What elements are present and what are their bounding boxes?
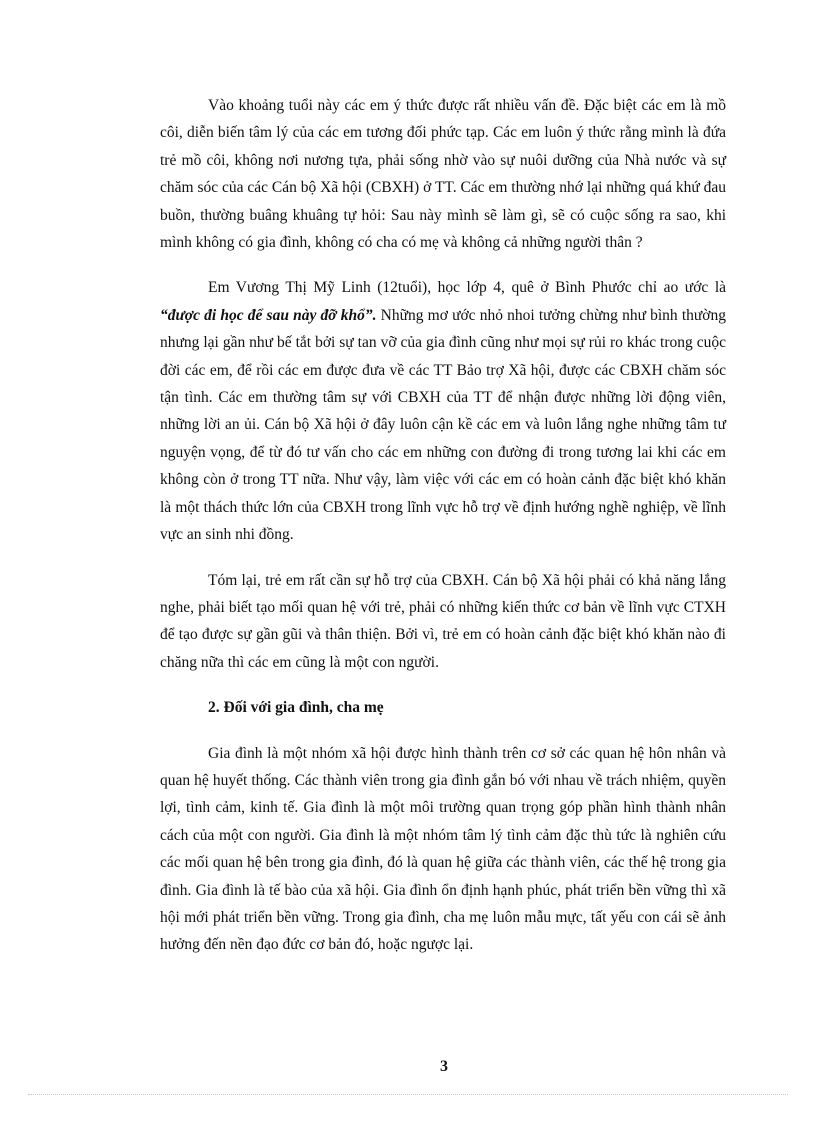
document-body <box>160 92 726 959</box>
paragraph-my-linh-example <box>160 274 726 548</box>
paragraph-spacer <box>160 676 726 694</box>
section-heading-family: 2. Đối với gia đình, cha mẹ <box>208 699 384 717</box>
quoted-wish: “được đi học để sau này đỡ khổ”. <box>160 306 377 324</box>
paragraph-spacer <box>160 722 726 740</box>
paragraph-summary: Tóm lại, trẻ em rất cần sự hỗ trợ của CBXH. Cán bộ Xã hội phải có khả năng lắng nghe, phải biết tạo mối quan hệ với trẻ, phải có những kiến thức cơ bản về lĩnh vực CTXH để tạo được sự gần gũi và thân thiện. Bởi vì, trẻ em có hoàn cảnh đặc biệt khó khăn nào đi chăng nữa thì các em cũng là một con người. <box>160 571 726 671</box>
paragraph-spacer <box>160 256 726 274</box>
page-bottom-divider <box>28 1094 788 1095</box>
paragraph-spacer <box>160 549 726 567</box>
paragraph-continuation-text: Những mơ ước nhỏ nhoi tưởng chừng như bình thường nhưng lại gần như bế tắt bởi sự tan vỡ của gia đình cũng như mọi sự rủi ro khác trong cuộc đời các em, để rồi các em được đưa về các TT Bảo trợ Xã hội, được các CBXH chăm sóc tận tình. Các em thường tâm sự với CBXH của TT để nhận được những lời động viên, những lời an ủi. Cán bộ Xã hội ở đây luôn cận kề các em và luôn lắng nghe những tâm tư nguyện vọng, để từ đó tư vấn cho các em những con đường đi trong tương lai khi các em không còn ở trong TT nữa. Như vậy, làm việc với các em có hoàn cảnh đặc biệt khó khăn là một thách thức lớn của CBXH trong lĩnh vực hỗ trợ về định hướng nghề nghiệp, về lĩnh vực an sinh nhi đồng. <box>160 306 726 544</box>
page-number: 3 <box>440 1058 448 1075</box>
paragraph-family-definition: Gia đình là một nhóm xã hội được hình thành trên cơ sở các quan hệ hôn nhân và quan hệ huyết thống. Các thành viên trong gia đình gắn bó với nhau về trách nhiệm, quyền lợi, tình cảm, kinh tế. Gia đình là một môi trường quan trọng góp phần hình thành nhân cách của một con người. Gia đình là một nhóm tâm lý tình cảm đặc thù tức là nghiên cứu các mối quan hệ bên trong gia đình, đó là quan hệ giữa các thành viên, các thế hệ trong gia đình. Gia đình là tế bào của xã hội. Gia đình ổn định hạnh phúc, phát triển bền vững thì xã hội mới phát triển bền vững. Trong gia đình, cha mẹ luôn mẫu mực, tất yếu con cái sẽ ảnh hưởng đến nền đạo đức cơ bản đó, hoặc ngược lại. <box>160 744 726 954</box>
paragraph-orphan-awareness: Vào khoảng tuổi này các em ý thức được rất nhiều vấn đề. Đặc biệt các em là mồ côi, diễn biến tâm lý của các em tương đối phức tạp. Các em luôn ý thức rằng mình là đứa trẻ mồ côi, không nơi nương tựa, phải sống nhờ vào sự nuôi dưỡng của Nhà nước và sự chăm sóc của các Cán bộ Xã hội (CBXH) ở TT. Các em thường nhớ lại những quá khứ đau buồn, thường buâng khuâng tự hỏi: Sau này mình sẽ làm gì, sẽ có cuộc sống ra sao, khi mình không có gia đình, không có cha có mẹ và không cả những người thân ? <box>160 97 726 252</box>
paragraph-intro-text: Em Vương Thị Mỹ Linh (12tuổi), học lớp 4, quê ở Bình Phước chỉ ao ước là <box>208 279 726 297</box>
